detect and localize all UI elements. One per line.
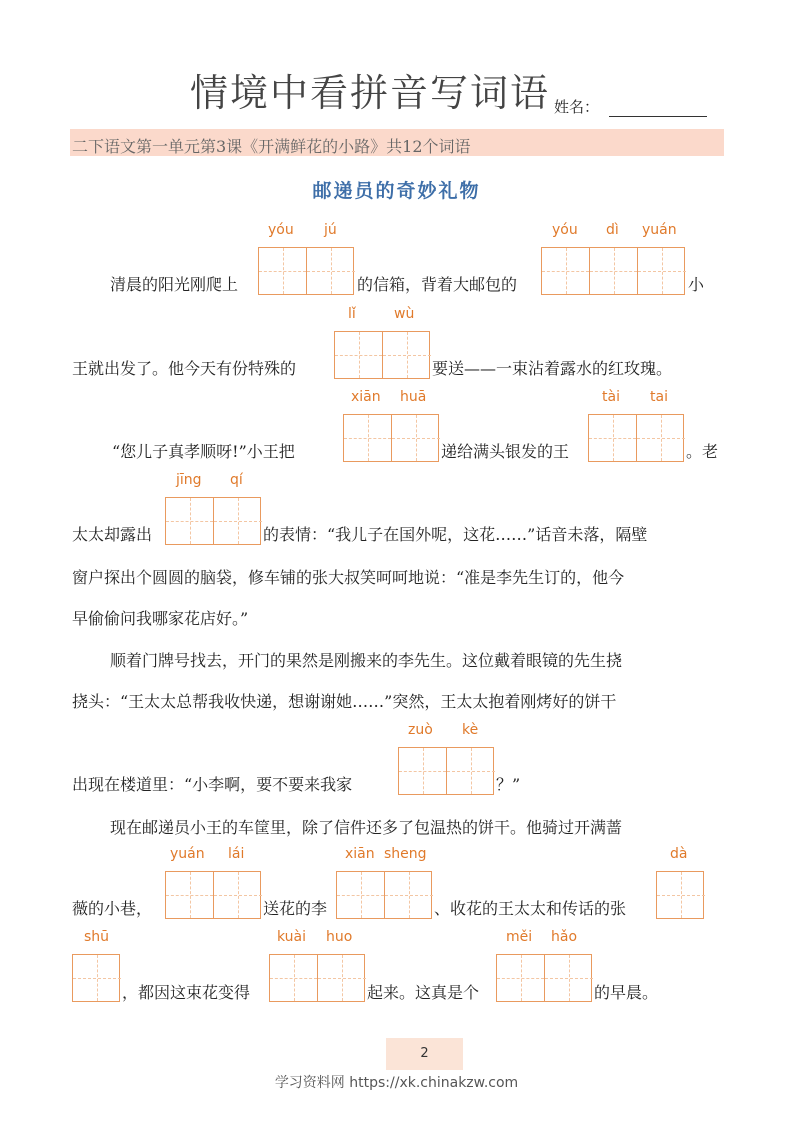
pinyin: yóu	[268, 222, 294, 238]
answer-box-meihao[interactable]	[496, 954, 592, 1002]
text-line: 顺着门牌号找去，开门的果然是刚搬来的李先生。这位戴着眼镜的先生挠	[110, 651, 623, 670]
text-line: ，都因这束花变得	[122, 983, 251, 1002]
answer-box-kuaihuo[interactable]	[269, 954, 365, 1002]
story-title: 邮递员的奇妙礼物	[312, 180, 481, 202]
text-line: 的表情：“我儿子在国外呢，这花……”话音未落，隔壁	[263, 525, 648, 544]
pinyin: lǐ	[348, 306, 356, 322]
text-line: 清晨的阳光刚爬上	[110, 275, 239, 294]
text-line: 。老	[686, 442, 719, 461]
answer-box-liwu[interactable]	[334, 331, 430, 379]
pinyin: xiān	[345, 846, 375, 862]
pinyin: jīng	[176, 472, 202, 488]
text-line: 出现在楼道里：“小李啊，要不要来我家	[72, 775, 353, 794]
pinyin: huo	[326, 929, 353, 945]
answer-box-zuoke[interactable]	[398, 747, 494, 795]
text-line: 、收花的王太太和传话的张	[434, 899, 627, 918]
pinyin: yuán	[170, 846, 205, 862]
text-line: 薇的小巷，	[72, 899, 153, 918]
text-line: 窗户探出个圆圆的脑袋，修车铺的张大叔笑呵呵地说：“准是李先生订的，他今	[72, 568, 625, 587]
pinyin: shū	[84, 929, 110, 945]
text-line: 现在邮递员小王的车筐里，除了信件还多了包温热的饼干。他骑过开满蔷	[110, 818, 623, 837]
pinyin: xiān	[351, 389, 381, 405]
name-blank-line	[609, 116, 707, 117]
text-line: 起来。这真是个	[367, 983, 480, 1002]
pinyin: wù	[394, 306, 415, 322]
pinyin: hǎo	[551, 929, 578, 945]
answer-box-xiansheng[interactable]	[336, 871, 432, 919]
text-line: “您儿子真孝顺呀!”小王把	[112, 442, 295, 461]
answer-box-shu[interactable]	[72, 954, 120, 1002]
text-line: 王就出发了。他今天有份特殊的	[72, 359, 297, 378]
text-line: ？”	[496, 775, 521, 794]
text-line: 小	[688, 275, 705, 294]
answer-box-yuanlai[interactable]	[165, 871, 261, 919]
answer-box-da[interactable]	[656, 871, 704, 919]
pinyin: jú	[324, 222, 337, 238]
pinyin: sheng	[384, 846, 427, 862]
answer-box-youdiyuan[interactable]	[541, 247, 685, 295]
pinyin: tài	[602, 389, 620, 405]
answer-box-xianhua[interactable]	[343, 414, 439, 462]
pinyin: tai	[650, 389, 668, 405]
pinyin: dì	[606, 222, 619, 238]
text-line: 挠头：“王太太总帮我收快递，想谢谢她……”突然，王太太抱着刚烤好的饼干	[72, 692, 617, 711]
pinyin: kè	[462, 722, 479, 738]
answer-box-taitai[interactable]	[588, 414, 684, 462]
footer-source: 学习资料网 https://xk.chinakzw.com	[274, 1075, 519, 1091]
text-line: 太太却露出	[72, 525, 153, 544]
text-line: 送花的李	[263, 899, 328, 918]
lesson-banner-text: 二下语文第一单元第3课《开满鲜花的小路》共12个词语	[72, 137, 471, 156]
text-line: 的早晨。	[594, 983, 659, 1002]
text-line: 递给满头银发的王	[441, 442, 570, 461]
text-line: 的信箱，背着大邮包的	[357, 275, 518, 294]
pinyin: zuò	[408, 722, 433, 738]
worksheet-title: 情境中看拼音写词语	[190, 71, 551, 115]
pinyin: yóu	[552, 222, 578, 238]
text-line: 早偷偷问我哪家花店好。”	[72, 609, 249, 628]
pinyin: kuài	[277, 929, 307, 945]
pinyin: yuán	[642, 222, 677, 238]
answer-box-youju[interactable]	[258, 247, 354, 295]
pinyin: lái	[228, 846, 245, 862]
page-number: 2	[386, 1038, 463, 1070]
pinyin: dà	[670, 846, 688, 862]
name-label: 姓名：	[554, 98, 600, 116]
text-line: 要送——一束沾着露水的红玫瑰。	[432, 359, 673, 378]
pinyin: huā	[400, 389, 427, 405]
pinyin: qí	[230, 472, 243, 488]
answer-box-jingqi[interactable]	[165, 497, 261, 545]
pinyin: měi	[506, 929, 533, 945]
